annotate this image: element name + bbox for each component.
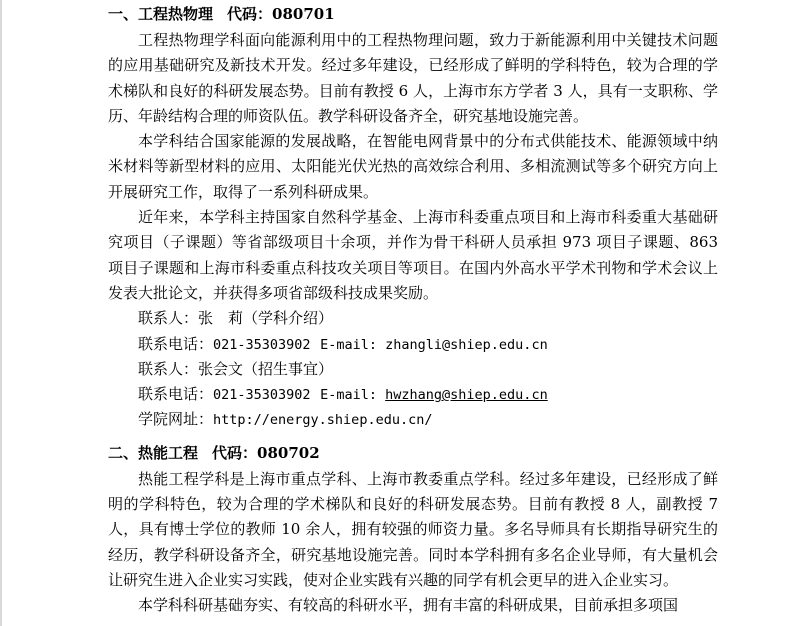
- phone-number: 021-35303902: [213, 387, 311, 404]
- contact-person-1: 联系人：张 莉（学科介绍）: [138, 309, 334, 328]
- paragraph: 本学科结合国家能源的发展战略，在智能电网背景中的分布式供能技术、能源领域中纳米材料等新型材料的应用、太阳能光伏光热的高效综合利用、多相流测试等多个研究方向上开展研究工作，取得了一系列科研成果。: [108, 132, 718, 201]
- phone-label: 联系电话：: [138, 385, 214, 404]
- email-label: E-mail:: [320, 336, 386, 353]
- section-heading-1: [108, 0, 718, 28]
- paragraph: 本学科科研基础夯实、有较高的科研水平，拥有丰富的科研成果，目前承担多项国: [138, 596, 679, 615]
- contact-line-1: [108, 332, 718, 357]
- section-code: 代码：080702: [212, 443, 320, 462]
- email-link[interactable]: hwzhang@shiep.edu.cn: [385, 387, 548, 404]
- paragraph: 工程热物理学科面向能源利用中的工程热物理问题，致力于新能源利用中关键技术问题的应用基础研究及新技术开发。经过多年建设，已经形成了鲜明的学科特色，较为合理的学术梯队和良好的科研发展态势。目前有教授 6 人，上海市东方学者 3 人，具有一支职称、学历、年龄结构合理的师资队伍。教学科研设备齐全，研究基地设施完善。: [108, 31, 718, 125]
- phone-number: 021-35303902: [213, 336, 311, 353]
- contact-line-2: [108, 382, 718, 407]
- section-title: 二、热能工程: [108, 443, 199, 462]
- phone-label: 联系电话：: [138, 334, 214, 353]
- document-page: [108, 0, 718, 619]
- paragraph: 热能工程学科是上海市重点学科、上海市教委重点学科。经过多年建设，已经形成了鲜明的学科特色，较为合理的学术梯队和良好的科研发展态势。目前有教授 8 人，副教授 7 人，具有博士学位的教师 10 余人，拥有较强的师资力量。多名导师具有长期指导研究生的经历，教学科研设备齐全，研究基地设施完善。同时本学科拥有多名企业导师，有大量机会让研究生进入企业实习实践，使对企业实践有兴趣的同学有机会更早的进入企业实习。: [108, 469, 718, 589]
- email-label: E-mail:: [320, 387, 386, 404]
- contact-person-2: 联系人：张会文（招生事宜）: [138, 359, 334, 378]
- email-address: zhangli@shiep.edu.cn: [385, 336, 548, 353]
- section-heading-2: [108, 439, 718, 467]
- website-label: 学院网址：: [138, 410, 214, 429]
- website-line: [108, 407, 718, 432]
- left-border: [0, 0, 2, 626]
- section-title: 一、工程热物理: [108, 5, 214, 23]
- paragraph: 近年来，本学科主持国家自然科学基金、上海市科委重点项目和上海市科委重大基础研究项目（子课题）等省部级项目十余项，并作为骨干科研人员承担 973 项目子课题、863 项目子课题和上海市科委重点科技攻关项目等项目。在国内外高水平学术刊物和学术会议上发表大批论文，并获得多项省部级科技成果奖励。: [108, 208, 718, 302]
- section-code: 代码：080701: [227, 5, 335, 23]
- website-url: http://energy.shiep.edu.cn/: [213, 412, 433, 429]
